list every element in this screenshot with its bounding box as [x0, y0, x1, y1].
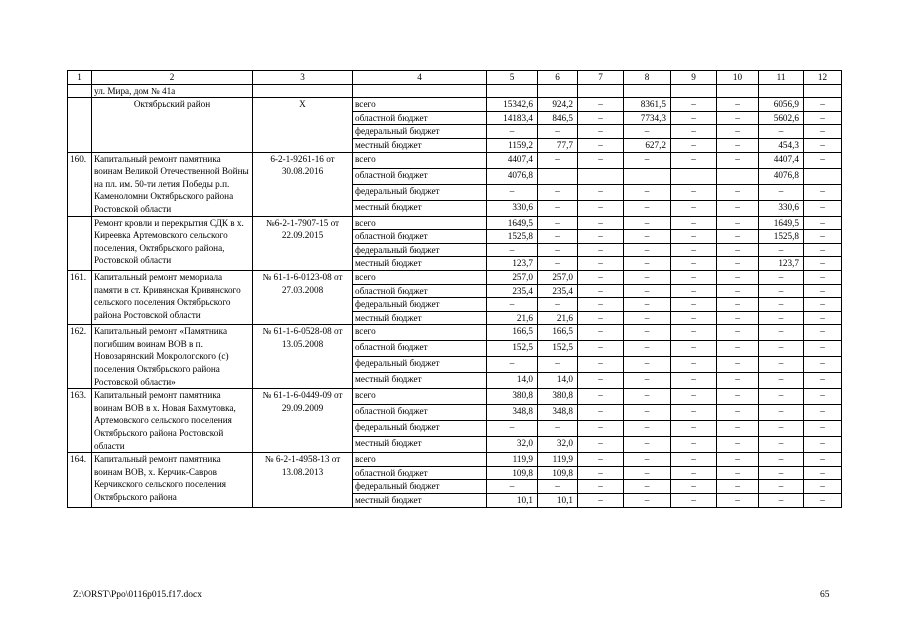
value-cell: –	[804, 152, 842, 168]
value-cell: –	[578, 494, 624, 508]
value-cell: –	[487, 125, 538, 139]
value-cell: 14183,4	[487, 111, 538, 125]
value-cell: 32,0	[487, 437, 538, 453]
expertise-document: X	[253, 98, 353, 152]
value-cell: –	[671, 257, 717, 271]
value-cell: –	[671, 243, 717, 257]
value-cell: –	[671, 138, 717, 152]
row-number	[68, 98, 92, 152]
value-cell	[624, 168, 671, 184]
value-cell: –	[624, 125, 671, 139]
value-cell: –	[759, 373, 804, 389]
value-cell: 257,0	[487, 270, 538, 284]
value-cell: –	[759, 243, 804, 257]
column-header: 2	[92, 71, 253, 85]
value-cell: –	[717, 405, 759, 421]
table-row	[68, 453, 842, 467]
funding-source: местный бюджет	[353, 494, 487, 508]
value-cell: –	[717, 421, 759, 437]
funding-source: федеральный бюджет	[353, 184, 487, 200]
value-cell: –	[804, 200, 842, 216]
funding-source: областной бюджет	[353, 341, 487, 357]
value-cell: –	[487, 298, 538, 312]
value-cell: 109,8	[538, 466, 578, 480]
value-cell: 1159,2	[487, 138, 538, 152]
value-cell: –	[578, 480, 624, 494]
value-cell: –	[671, 421, 717, 437]
value-cell: –	[759, 325, 804, 341]
object-name: Ремонт кровли и перекрытия СДК в х. Киреевка Артемовского сельского поселения, Октябрьского района, Ростовской области	[92, 216, 253, 270]
value-cell: –	[671, 230, 717, 244]
object-name: Капитальный ремонт «Памятника погибшим воинам ВОВ в п. Новозарянский Мокрологского (с) поселения Октябрьского района Ростовской области»	[92, 325, 253, 389]
value-cell: –	[671, 184, 717, 200]
value-cell: –	[487, 480, 538, 494]
value-cell: –	[804, 389, 842, 405]
value-cell: –	[804, 298, 842, 312]
value-cell: –	[717, 389, 759, 405]
budget-table	[67, 70, 842, 508]
value-cell: –	[804, 125, 842, 139]
value-cell: –	[759, 357, 804, 373]
value-cell: –	[624, 373, 671, 389]
value-cell: 348,8	[487, 405, 538, 421]
value-cell: –	[578, 357, 624, 373]
value-cell: –	[487, 184, 538, 200]
funding-source: областной бюджет	[353, 284, 487, 298]
value-cell: –	[804, 437, 842, 453]
value-cell: 4407,4	[759, 152, 804, 168]
value-cell: –	[578, 311, 624, 325]
value-cell: –	[624, 494, 671, 508]
value-cell: –	[624, 466, 671, 480]
column-header: 6	[538, 71, 578, 85]
file-path: Z:\ORST\Ppo\0116p015.f17.docx	[73, 590, 202, 600]
value-cell: 123,7	[759, 257, 804, 271]
value-cell: –	[487, 357, 538, 373]
column-header: 10	[717, 71, 759, 85]
value-cell: 5602,6	[759, 111, 804, 125]
value-cell: –	[578, 200, 624, 216]
value-cell: –	[717, 125, 759, 139]
value-cell: 119,9	[538, 453, 578, 467]
value-cell: –	[804, 111, 842, 125]
value-cell: –	[538, 243, 578, 257]
value-cell: –	[804, 357, 842, 373]
funding-source: федеральный бюджет	[353, 357, 487, 373]
value-cell: –	[624, 216, 671, 230]
value-cell: 119,9	[487, 453, 538, 467]
value-cell: –	[671, 466, 717, 480]
value-cell: –	[759, 270, 804, 284]
value-cell: –	[671, 373, 717, 389]
value-cell: –	[538, 184, 578, 200]
value-cell: –	[804, 98, 842, 112]
value-cell: 10,1	[487, 494, 538, 508]
value-cell: 1649,5	[759, 216, 804, 230]
row-number	[68, 216, 92, 270]
continuation-row	[68, 84, 842, 98]
value-cell: –	[804, 270, 842, 284]
column-header: 11	[759, 71, 804, 85]
value-cell: –	[624, 184, 671, 200]
funding-source: областной бюджет	[353, 405, 487, 421]
row-number: 163.	[68, 389, 92, 453]
value-cell: –	[624, 341, 671, 357]
value-cell: –	[578, 389, 624, 405]
value-cell: –	[804, 230, 842, 244]
value-cell: 330,6	[759, 200, 804, 216]
value-cell: –	[717, 243, 759, 257]
value-cell: –	[804, 257, 842, 271]
value-cell	[804, 168, 842, 184]
value-cell: –	[624, 152, 671, 168]
row-number: 160.	[68, 152, 92, 216]
funding-source: всего	[353, 270, 487, 284]
value-cell: –	[717, 216, 759, 230]
value-cell: –	[538, 230, 578, 244]
value-cell: –	[671, 270, 717, 284]
value-cell: –	[624, 405, 671, 421]
value-cell: –	[624, 284, 671, 298]
row-number: 162.	[68, 325, 92, 389]
value-cell: –	[487, 421, 538, 437]
funding-source: федеральный бюджет	[353, 480, 487, 494]
funding-source: федеральный бюджет	[353, 125, 487, 139]
value-cell: 380,8	[538, 389, 578, 405]
value-cell: 21,6	[538, 311, 578, 325]
row-number: 164.	[68, 453, 92, 507]
value-cell: –	[717, 152, 759, 168]
value-cell: –	[578, 98, 624, 112]
value-cell: –	[759, 389, 804, 405]
column-header: 1	[68, 71, 92, 85]
object-name: Капитальный ремонт памятника воинам ВОВ в х. Новая Бахмутовка, Артемовского сельского поселения Октябрьского района Ростовской области	[92, 389, 253, 453]
value-cell: –	[624, 325, 671, 341]
table-row	[68, 152, 842, 168]
value-cell: –	[717, 184, 759, 200]
value-cell: 235,4	[538, 284, 578, 298]
expertise-document: № 61-1-6-0528-08 от 13.05.2008	[253, 325, 353, 389]
value-cell: –	[578, 421, 624, 437]
object-name: Капитальный ремонт мемориала памяти в ст. Кривянская Кривянского сельского поселения Октябрьского района Ростовской области	[92, 270, 253, 324]
value-cell: 166,5	[538, 325, 578, 341]
funding-source: федеральный бюджет	[353, 243, 487, 257]
table-row	[68, 270, 842, 284]
object-name: Капитальный ремонт памятника воинам ВОВ, х. Керчик-Савров Керчикского сельского поселения Октябрьского района	[92, 453, 253, 507]
table-row	[68, 389, 842, 405]
column-header: 9	[671, 71, 717, 85]
funding-source: всего	[353, 389, 487, 405]
value-cell: –	[624, 230, 671, 244]
value-cell: –	[671, 152, 717, 168]
value-cell: –	[578, 257, 624, 271]
value-cell: 380,8	[487, 389, 538, 405]
funding-source: федеральный бюджет	[353, 421, 487, 437]
column-header: 8	[624, 71, 671, 85]
value-cell: –	[578, 152, 624, 168]
object-name: Октябрьский район	[92, 98, 253, 152]
column-header: 5	[487, 71, 538, 85]
page-number: 65	[820, 590, 830, 600]
value-cell: –	[671, 405, 717, 421]
value-cell: –	[717, 200, 759, 216]
funding-source: местный бюджет	[353, 437, 487, 453]
expertise-document: 6-2-1-9261-16 от 30.08.2016	[253, 152, 353, 216]
header-row	[68, 71, 842, 85]
value-cell: 14,0	[487, 373, 538, 389]
value-cell: –	[624, 243, 671, 257]
expertise-document: № 6-2-1-4958-13 от 13.08.2013	[253, 453, 353, 507]
value-cell: –	[538, 200, 578, 216]
value-cell: –	[538, 125, 578, 139]
value-cell: –	[717, 298, 759, 312]
value-cell: –	[538, 216, 578, 230]
value-cell: –	[759, 298, 804, 312]
value-cell: –	[538, 298, 578, 312]
value-cell: –	[717, 230, 759, 244]
funding-source: всего	[353, 325, 487, 341]
value-cell: –	[578, 216, 624, 230]
funding-source: всего	[353, 152, 487, 168]
funding-source: федеральный бюджет	[353, 298, 487, 312]
value-cell: –	[578, 341, 624, 357]
value-cell: –	[804, 373, 842, 389]
value-cell: –	[671, 341, 717, 357]
value-cell: 454,3	[759, 138, 804, 152]
value-cell: –	[671, 389, 717, 405]
value-cell: –	[578, 405, 624, 421]
value-cell: –	[578, 230, 624, 244]
value-cell: 1649,5	[487, 216, 538, 230]
value-cell: –	[717, 98, 759, 112]
value-cell: –	[759, 184, 804, 200]
value-cell: –	[717, 341, 759, 357]
value-cell: 152,5	[487, 341, 538, 357]
funding-source: местный бюджет	[353, 200, 487, 216]
column-header: 12	[804, 71, 842, 85]
funding-source: местный бюджет	[353, 257, 487, 271]
value-cell: –	[804, 243, 842, 257]
value-cell: –	[717, 270, 759, 284]
value-cell: –	[759, 341, 804, 357]
value-cell: –	[671, 125, 717, 139]
value-cell: –	[538, 480, 578, 494]
value-cell: –	[717, 373, 759, 389]
value-cell: –	[804, 284, 842, 298]
value-cell: –	[624, 389, 671, 405]
value-cell: –	[578, 111, 624, 125]
value-cell: 14,0	[538, 373, 578, 389]
value-cell: 15342,6	[487, 98, 538, 112]
value-cell: –	[624, 311, 671, 325]
expertise-document: № 61-1-6-0123-08 от 27.03.2008	[253, 270, 353, 324]
value-cell: 235,4	[487, 284, 538, 298]
value-cell: –	[578, 270, 624, 284]
value-cell: –	[578, 453, 624, 467]
value-cell: –	[759, 125, 804, 139]
value-cell: –	[804, 341, 842, 357]
value-cell: –	[624, 437, 671, 453]
value-cell: 123,7	[487, 257, 538, 271]
value-cell: –	[717, 494, 759, 508]
value-cell: –	[759, 405, 804, 421]
funding-source: всего	[353, 453, 487, 467]
value-cell: 1525,8	[487, 230, 538, 244]
value-cell: 21,6	[487, 311, 538, 325]
value-cell: –	[804, 405, 842, 421]
value-cell: –	[759, 480, 804, 494]
value-cell: –	[671, 494, 717, 508]
value-cell: –	[578, 138, 624, 152]
value-cell: –	[538, 421, 578, 437]
value-cell: –	[578, 298, 624, 312]
value-cell: –	[624, 257, 671, 271]
value-cell: 32,0	[538, 437, 578, 453]
value-cell: –	[624, 453, 671, 467]
value-cell: –	[578, 284, 624, 298]
value-cell: 152,5	[538, 341, 578, 357]
value-cell: –	[717, 111, 759, 125]
value-cell: –	[538, 257, 578, 271]
value-cell: –	[578, 184, 624, 200]
value-cell: –	[717, 453, 759, 467]
value-cell: –	[578, 243, 624, 257]
value-cell: –	[671, 111, 717, 125]
value-cell: –	[804, 216, 842, 230]
value-cell: –	[578, 125, 624, 139]
column-header: 7	[578, 71, 624, 85]
expertise-document: № 61-1-6-0449-09 от 29.09.2009	[253, 389, 353, 453]
funding-source: областной бюджет	[353, 466, 487, 480]
value-cell: –	[624, 298, 671, 312]
value-cell: –	[804, 138, 842, 152]
value-cell: 6056,9	[759, 98, 804, 112]
value-cell: –	[804, 311, 842, 325]
value-cell: –	[804, 466, 842, 480]
value-cell: –	[717, 257, 759, 271]
value-cell: –	[759, 284, 804, 298]
funding-source: местный бюджет	[353, 311, 487, 325]
value-cell: –	[717, 311, 759, 325]
value-cell: –	[671, 453, 717, 467]
value-cell: –	[538, 152, 578, 168]
column-header: 4	[353, 71, 487, 85]
value-cell: –	[717, 325, 759, 341]
value-cell: –	[578, 437, 624, 453]
value-cell: –	[717, 138, 759, 152]
value-cell: 348,8	[538, 405, 578, 421]
expertise-document: №6-2-1-7907-15 от 22.09.2015	[253, 216, 353, 270]
table-row	[68, 325, 842, 341]
value-cell: –	[804, 453, 842, 467]
value-cell: –	[578, 466, 624, 480]
value-cell: –	[671, 98, 717, 112]
value-cell: –	[717, 437, 759, 453]
funding-source: всего	[353, 216, 487, 230]
value-cell: 1525,8	[759, 230, 804, 244]
value-cell: 7734,3	[624, 111, 671, 125]
value-cell: 109,8	[487, 466, 538, 480]
funding-source: всего	[353, 98, 487, 112]
value-cell: –	[671, 311, 717, 325]
value-cell: 166,5	[487, 325, 538, 341]
value-cell: –	[759, 437, 804, 453]
value-cell: –	[804, 480, 842, 494]
value-cell: 4076,8	[759, 168, 804, 184]
value-cell: –	[624, 357, 671, 373]
value-cell: –	[717, 480, 759, 494]
value-cell: 627,2	[624, 138, 671, 152]
value-cell: 4407,4	[487, 152, 538, 168]
value-cell: –	[759, 453, 804, 467]
value-cell: –	[671, 480, 717, 494]
value-cell: –	[804, 494, 842, 508]
value-cell	[578, 168, 624, 184]
value-cell: –	[759, 421, 804, 437]
row-number: 161.	[68, 270, 92, 324]
value-cell: –	[717, 357, 759, 373]
value-cell: –	[487, 243, 538, 257]
value-cell: 10,1	[538, 494, 578, 508]
value-cell: –	[759, 494, 804, 508]
funding-source: местный бюджет	[353, 373, 487, 389]
value-cell: –	[671, 325, 717, 341]
value-cell: –	[804, 325, 842, 341]
value-cell: 4076,8	[487, 168, 538, 184]
value-cell: –	[804, 421, 842, 437]
value-cell: –	[671, 298, 717, 312]
value-cell: 257,0	[538, 270, 578, 284]
continuation-text: ул. Мира, дом № 41а	[92, 84, 253, 98]
table-row	[68, 216, 842, 230]
value-cell: 846,5	[538, 111, 578, 125]
row-number	[68, 84, 92, 98]
column-header: 3	[253, 71, 353, 85]
value-cell: –	[624, 480, 671, 494]
value-cell: –	[717, 284, 759, 298]
object-name: Капитальный ремонт памятника воинам Великой Отечественной Войны на пл. им. 50-ти летия Победы р.п. Каменоломни Октябрьского района Ростовской области	[92, 152, 253, 216]
value-cell: 77,7	[538, 138, 578, 152]
value-cell: –	[624, 270, 671, 284]
value-cell: –	[671, 284, 717, 298]
funding-source: областной бюджет	[353, 230, 487, 244]
value-cell: –	[759, 311, 804, 325]
value-cell	[671, 168, 717, 184]
value-cell: –	[671, 200, 717, 216]
value-cell: 8361,5	[624, 98, 671, 112]
funding-source: местный бюджет	[353, 138, 487, 152]
value-cell: –	[538, 357, 578, 373]
value-cell: –	[578, 373, 624, 389]
value-cell: –	[671, 437, 717, 453]
value-cell: –	[759, 466, 804, 480]
value-cell: 330,6	[487, 200, 538, 216]
value-cell	[717, 168, 759, 184]
value-cell: –	[671, 357, 717, 373]
value-cell: –	[578, 325, 624, 341]
value-cell: –	[624, 200, 671, 216]
value-cell: –	[717, 466, 759, 480]
table-row	[68, 98, 842, 112]
value-cell: –	[671, 216, 717, 230]
value-cell: –	[804, 184, 842, 200]
value-cell	[538, 168, 578, 184]
value-cell: –	[624, 421, 671, 437]
funding-source: областной бюджет	[353, 111, 487, 125]
funding-source: областной бюджет	[353, 168, 487, 184]
value-cell: 924,2	[538, 98, 578, 112]
